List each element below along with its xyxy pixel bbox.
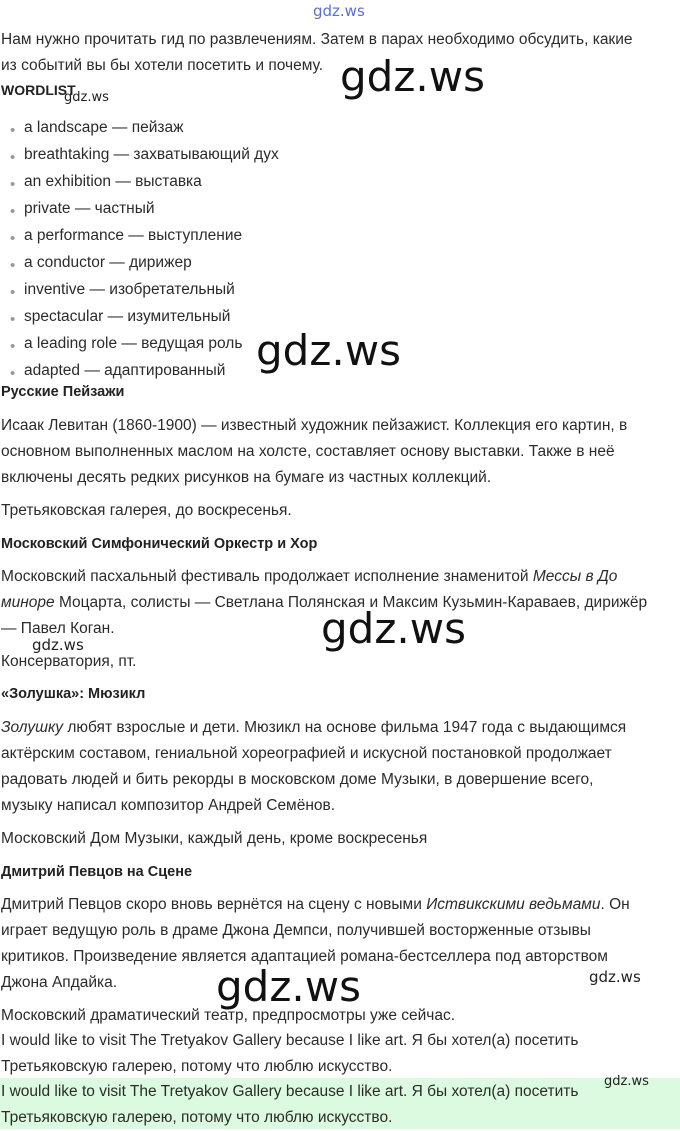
- paragraph-line: критиков. Произведение является адаптацией романа-бестселлера под авторством: [1, 948, 608, 965]
- list-item: a landscape — пейзаж: [24, 119, 184, 136]
- venue-orchestra: Консерватория, пт.: [1, 653, 137, 670]
- bullet-icon: •: [10, 338, 16, 355]
- paragraph-line: играет ведущую роль в драме Джона Демпси, получившей восторженные отзывы: [1, 922, 591, 939]
- italic-title: миноре: [1, 594, 55, 611]
- wordlist-heading: WORDLIST: [1, 82, 76, 98]
- paragraph-line: радовать людей и бить рекорды в московском доме Музыки, в довершение всего,: [1, 771, 594, 788]
- section-title-cinderella: «Золушка»: Мюзикл: [1, 686, 146, 702]
- list-item: a leading role — ведущая роль: [24, 335, 243, 352]
- paragraph-line: актёрским составом, гениальной хореографией и искусной постановкой продолжает: [1, 745, 612, 762]
- italic-title: Иствикскими ведьмами: [426, 896, 601, 913]
- text-span: Московский пасхальный фестиваль продолжает исполнение знаменитой: [1, 568, 533, 585]
- paragraph-line: Джона Апдайка.: [1, 974, 118, 991]
- italic-title: Золушку: [1, 719, 64, 736]
- answer-highlighted-line-2: Третьяковскую галерею, потому что люблю искусство.: [1, 1109, 393, 1126]
- list-item: inventive — изобретательный: [24, 281, 235, 298]
- watermark-small-1: gdz.ws: [64, 90, 109, 105]
- text-span: Моцарта, солисты — Светлана Полянская и Максим Кузьмин-Караваев, дирижёр: [54, 594, 648, 611]
- paragraph-line: музыку написал композитор Андрей Семёнов.: [1, 797, 336, 814]
- text-span: Дмитрий Певцов скоро вновь вернётся на сцену с новыми: [1, 896, 427, 913]
- list-item: an exhibition — выставка: [24, 173, 202, 190]
- paragraph-line: [1, 892, 630, 918]
- text-span: любят взрослые и дети. Мюзикл на основе фильма 1947 года с выдающимся: [63, 719, 627, 736]
- section-title-pevtsov: Дмитрий Певцов на Сцене: [1, 864, 193, 880]
- bullet-icon: •: [10, 122, 16, 139]
- watermark-large-2: gdz.ws: [256, 326, 401, 375]
- paragraph-line: Исаак Левитан (1860-1900) — известный художник пейзажист. Коллекция его картин, в: [1, 417, 628, 434]
- watermark-small-3: gdz.ws: [589, 968, 641, 986]
- paragraph-line: — Павел Коган.: [1, 620, 115, 637]
- venue-landscapes: Третьяковская галерея, до воскресенья.: [1, 502, 292, 519]
- list-item: breathtaking — захватывающий дух: [24, 146, 279, 163]
- venue-pevtsov: Московский драматический театр, предпросмотры уже сейчас.: [1, 1007, 456, 1024]
- watermark-top[interactable]: gdz.ws: [313, 2, 365, 20]
- bullet-icon: •: [10, 230, 16, 247]
- bullet-icon: •: [10, 149, 16, 166]
- paragraph-line: основном выполненных маслом на холсте, составляет основу выставки. Также в неё: [1, 443, 615, 460]
- list-item: a conductor — дирижер: [24, 254, 192, 271]
- list-item: spectacular — изумительный: [24, 308, 231, 325]
- answer-highlighted-line-1: I would like to visit The Tretyakov Gallery because I like art. Я бы хотел(а) посетить: [1, 1083, 579, 1100]
- bullet-icon: •: [10, 284, 16, 301]
- list-item: a performance — выступление: [24, 227, 243, 244]
- watermark-small-4: gdz.ws: [604, 1074, 649, 1089]
- text-span: . Он: [600, 896, 630, 913]
- paragraph-line: включены десять редких рисунков на бумаге из частных коллекций.: [1, 469, 492, 486]
- bullet-icon: •: [10, 203, 16, 220]
- watermark-large-3: gdz.ws: [321, 604, 466, 653]
- watermark-large-4: gdz.ws: [216, 962, 361, 1011]
- section-title-landscapes: Русские Пейзажи: [1, 384, 125, 400]
- paragraph-line: [1, 564, 617, 590]
- answer-line-1: I would like to visit The Tretyakov Gallery because I like art. Я бы хотел(а) посетить: [1, 1032, 579, 1049]
- bullet-icon: •: [10, 311, 16, 328]
- watermark-small-2: gdz.ws: [32, 636, 84, 654]
- bullet-icon: •: [10, 365, 16, 382]
- italic-title: Мессы в До: [532, 568, 618, 585]
- section-title-orchestra: Московский Симфонический Оркестр и Хор: [1, 536, 318, 552]
- watermark-large-1: gdz.ws: [340, 52, 485, 101]
- list-item: private — частный: [24, 200, 155, 217]
- venue-cinderella: Московский Дом Музыки, каждый день, кроме воскресенья: [1, 830, 428, 847]
- answer-line-2: Третьяковскую галерею, потому что люблю искусство.: [1, 1058, 393, 1075]
- intro-line-2: из событий вы бы хотели посетить и почему.: [1, 57, 324, 74]
- paragraph-line: [1, 715, 626, 741]
- intro-line-1: Нам нужно прочитать гид по развлечениям. Затем в парах необходимо обсудить, какие: [1, 31, 633, 48]
- bullet-icon: •: [10, 257, 16, 274]
- list-item: adapted — адаптированный: [24, 362, 226, 379]
- bullet-icon: •: [10, 176, 16, 193]
